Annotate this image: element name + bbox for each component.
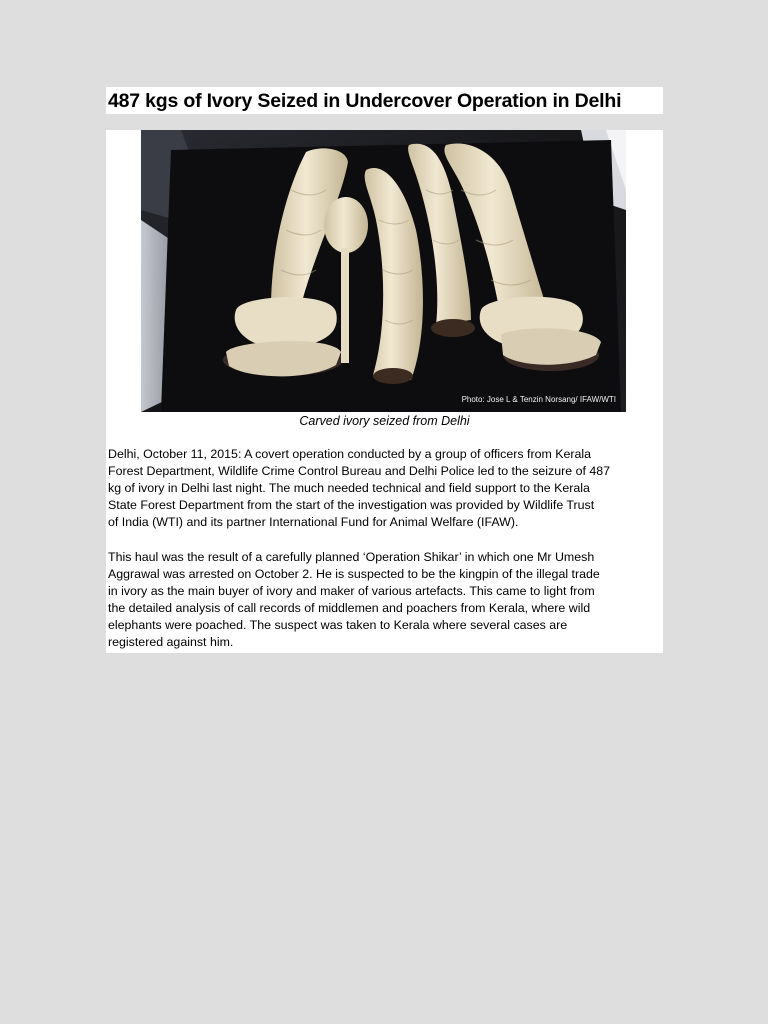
paragraph-line: elephants were poached. The suspect was taken to Kerala where several cases are — [108, 618, 568, 632]
paragraph-2 — [108, 549, 660, 651]
ivory-photo-illustration — [141, 130, 626, 412]
paragraph-line: Delhi, October 11, 2015: A covert operation conducted by a group of officers from Kerala — [108, 447, 592, 461]
paragraph-line: This haul was the result of a carefully planned ‘Operation Shikar’ in which one Mr Umesh — [108, 550, 595, 564]
ivory-photo — [141, 130, 626, 412]
paragraph-line: Forest Department, Wildlife Crime Control Bureau and Delhi Police led to the seizure of 487 — [108, 464, 611, 478]
paragraph-1 — [108, 446, 660, 531]
paragraph-line: registered against him. — [108, 635, 234, 649]
paragraph-line: of India (WTI) and its partner International Fund for Animal Welfare (IFAW). — [108, 515, 519, 529]
paragraph-line: the detailed analysis of call records of middlemen and poachers from Kerala, where wild — [108, 601, 591, 615]
photo-caption: Carved ivory seized from Delhi — [299, 414, 470, 428]
article-title: 487 kgs of Ivory Seized in Undercover Operation in Delhi — [108, 90, 622, 112]
paragraph-line: State Forest Department from the start of the investigation was provided by Wildlife Trust — [108, 498, 595, 512]
paragraph-line: kg of ivory in Delhi last night. The much needed technical and field support to the Kerala — [108, 481, 590, 495]
photo-credit: Photo: Jose L & Tenzin Norsang/ IFAW/WTI — [461, 395, 616, 404]
title-box — [106, 87, 663, 114]
paragraph-line: in ivory as the main buyer of ivory and maker of various artefacts. This came to light from — [108, 584, 595, 598]
article-body — [106, 130, 663, 653]
paragraph-line: Aggrawal was arrested on October 2. He is suspected to be the kingpin of the illegal trade — [108, 567, 600, 581]
